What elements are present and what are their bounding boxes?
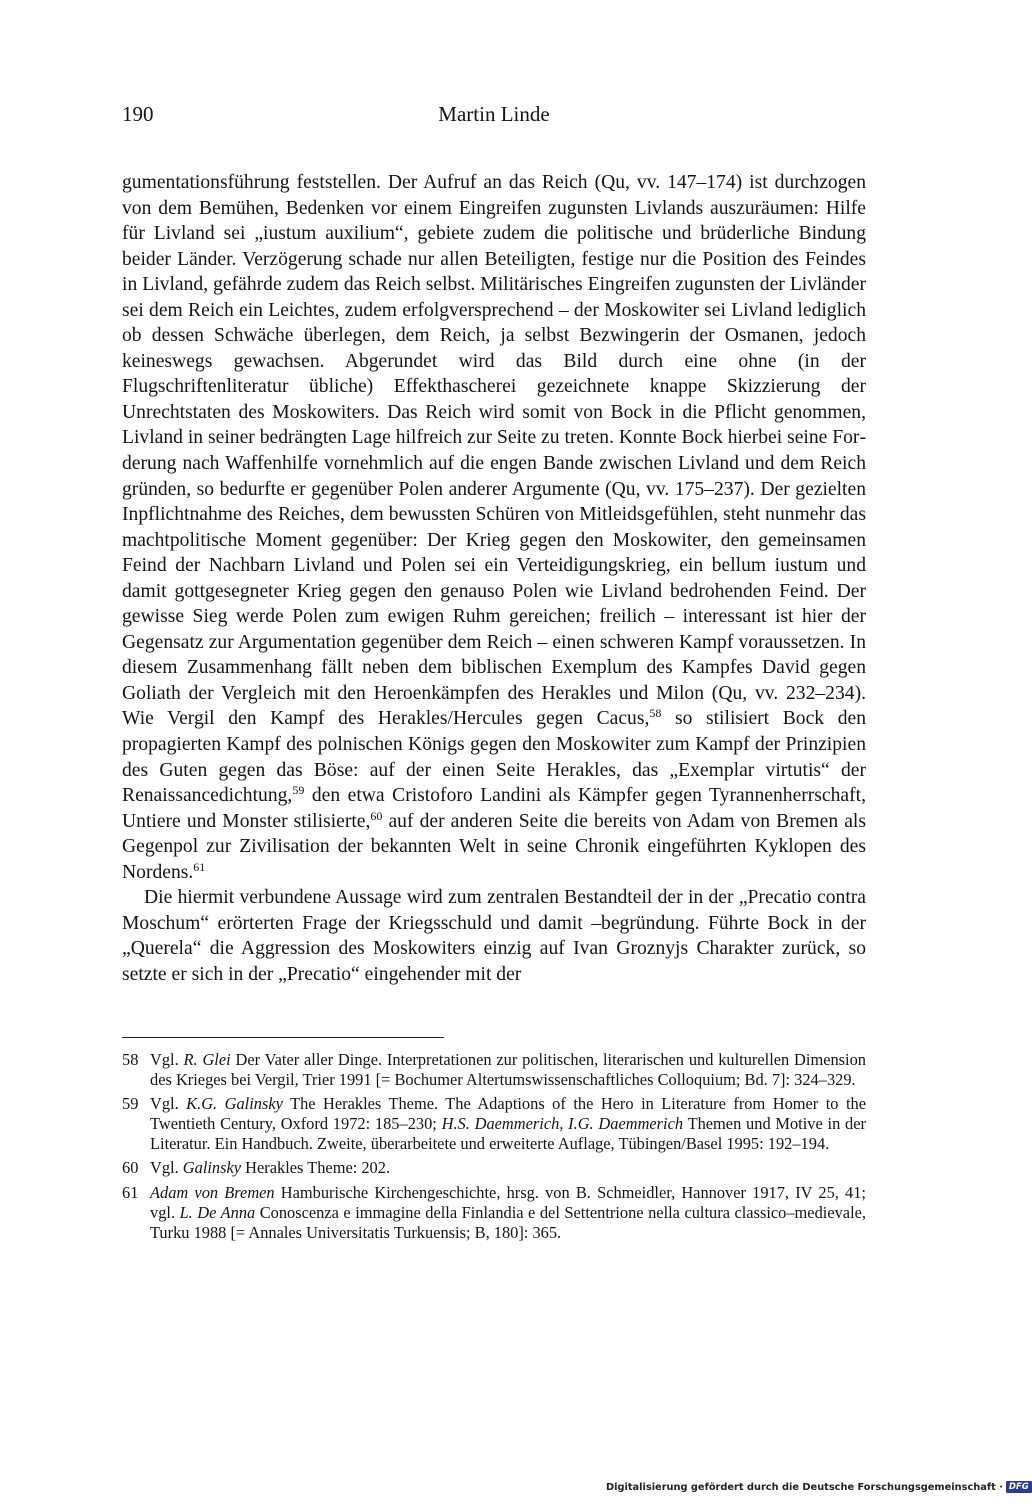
footnote-text: Vgl.	[150, 1050, 184, 1069]
footnote-text: Themen und Motive in der Literatur. Ein Handbuch. Zweite, überarbeitete und erweiterte Auflage, Tübingen/Basel 1995: 192–194.	[150, 1114, 866, 1154]
footnote-text: Conoscenza e immagine della Finlandia e del Settentrione nella cultura classico–medievale, Turku 1988 [= Annales Universitatis Turkuensis; B, 180]: 365.	[150, 1202, 866, 1242]
main-text	[122, 170, 866, 988]
footnote-ref-61[interactable]: 61	[193, 859, 206, 874]
footnote-text: The Herakles Theme. The Adaptions of the Hero in Literature from Homer to the Twentieth Century, Oxford 1972: 185–230;	[150, 1094, 866, 1134]
footnote-text: Vgl.	[150, 1094, 187, 1114]
footnote-60	[122, 1158, 866, 1178]
text-span: gumentationsführung feststellen. Der Aufruf an das Reich (Qu, vv. 147–174) ist durchzogen von dem Bemühen, Bedenken vor einem Eingreifen zugunsten Livlands auszuräumen: Hilfe für Livland sei „iustum auxilium“, gebiete zudem die politische und brüderliche Bindung beider Länder. Verzögerung schade nur allen Beteiligten, festige nur die Position des Feindes in Livland, gefährde zudem das Reich selbst. Militärisches Eingreifen zugunsten der Livländer sei dem Reich ein Leichtes, zudem erfolgversprechend – der Moskowiter sei Livland lediglich ob dessen Schwäche überlegen, dem Reich, ja selbst Bezwingerin der Osmanen, jedoch keineswegs gewachsen. Abgerundet wird das Bild durch eine ohne (in der Flugschriftenliteratur übliche) Effekthascherei gezeichnete knappe Skizzierung der Unrechtstaten des Moskowiters. Das Reich wird somit von Bock in die Pflicht genommen, Livland in seiner bedrängten Lage hilfreich zur Seite zu treten. Konnte Bock hierbei seine Forderung nach Waffenhilfe vornehmlich auf die engen Bande zwischen Livland und dem Reich gründen, so bedurfte er gegenüber Polen anderer Argumente (Qu, vv. 175–237). Der gezielten Inpflichtnahme des Reiches, dem bewussten Schüren von Mitleidsgefühlen, steht nunmehr das machtpolitische Moment gegenüber: Der Krieg gegen den Moskowiter, den gemeinsamen Feind der Nachbarn Livland und Polen sei ein Verteidigungskrieg, ein bellum iustum und damit gottgesegneter Krieg gegen den genauso Polen wie Livland bedrohenden Feind. Der gewisse Sieg werde Polen zum ewigen Ruhm gereichen; freilich – interessant ist hier der Gegensatz zur Argumentation gegenüber dem Reich – einen schweren Kampf voraussetzen. In diesem Zusammenhang fällt neben dem biblischen Exemplum des Kampfes David gegen Goliath der Vergleich mit den Heroenkämpfen des Herakles und Milon (Qu, vv. 232–234). Wie Vergil den Kampf des Herakles/Hercules gegen Cacus,	[122, 172, 866, 730]
paragraph-2: Die hiermit verbundene Aussage wird zum zentralen Bestandteil der in der „Precatio contra Moschum“ erörterten Frage der Kriegsschuld und damit –begründung. Führte Bock in der „Querela“ die Aggression des Moskowiters einzig auf Ivan Groznyjs Charakter zurück, so setzte er sich in der „Precatio“ eingehender mit der	[122, 887, 866, 985]
footnote-ref-58[interactable]: 58	[649, 706, 662, 721]
page-header	[122, 102, 866, 132]
footnote-author: K.G. Galinsky	[186, 1094, 283, 1114]
page-number: 190	[122, 102, 154, 126]
running-head: Martin Linde	[438, 102, 550, 126]
footnote-ref-60[interactable]: 60	[370, 808, 383, 823]
paragraph-1	[122, 170, 866, 885]
footnote-number: 59	[122, 1094, 139, 1114]
text-span: den etwa Cristoforo Landini als Kämpfer gegen Tyrannenherrschaft, Untiere und Monster stilisierte,	[122, 785, 866, 832]
footnote-author: H.S. Daemmerich, I.G. Daemmerich	[441, 1114, 684, 1134]
footnote-ref-59[interactable]: 59	[292, 783, 305, 798]
footer-text: Digitalisierung gefördert durch die Deutsche Forschungsgemeinschaft ·	[606, 1481, 1003, 1493]
footnote-author: Galinsky	[182, 1158, 242, 1178]
dfg-logo-icon: DFG	[1006, 1481, 1032, 1493]
footnote-59	[122, 1094, 866, 1154]
footnote-text: Herakles Theme: 202.	[241, 1158, 391, 1178]
footnote-61	[122, 1183, 866, 1243]
footnote-author: L. De Anna	[179, 1202, 256, 1222]
footnote-text: Der Vater aller Dinge. Interpretationen zur politischen, literarischen und kulturellen Dimension des Krieges bei Vergil, Trier 1991 [= Bochumer Altertumswissenschaftliches Colloquium; Bd. 7]: 324–329.	[150, 1050, 866, 1090]
footnote-author: R. Glei	[183, 1050, 231, 1069]
text-span: so stilisiert Bock den propagierten Kampf des polnischen Königs gegen den Moskowiter zum Kampf der Prinzipien des Guten gegen das Böse: auf der einen Seite Herakles, das „Exemplar virtutis“ der Renaissancedichtung,	[122, 708, 866, 807]
footnote-number: 58	[122, 1050, 139, 1069]
footnote-number: 60	[122, 1158, 139, 1178]
footnote-58	[122, 1050, 866, 1090]
footnote-text: Vgl.	[150, 1158, 183, 1178]
digitization-footer	[606, 1477, 1029, 1497]
footnote-number: 61	[122, 1182, 139, 1202]
footnote-author: Adam von Bremen	[150, 1182, 275, 1202]
footnote-divider	[122, 1037, 444, 1038]
footnote-text: Hamburische Kirchengeschichte, hrsg. von B. Schmeidler, Hannover 1917, IV 25, 41; vgl.	[150, 1182, 866, 1222]
text-span: auf der anderen Seite die bereits von Adam von Bremen als Gegenpol zur Zivilisation der bekannten Welt in seine Chronik eingeführten Kyklopen des Nordens.	[122, 810, 866, 883]
footnotes	[122, 1050, 866, 1247]
